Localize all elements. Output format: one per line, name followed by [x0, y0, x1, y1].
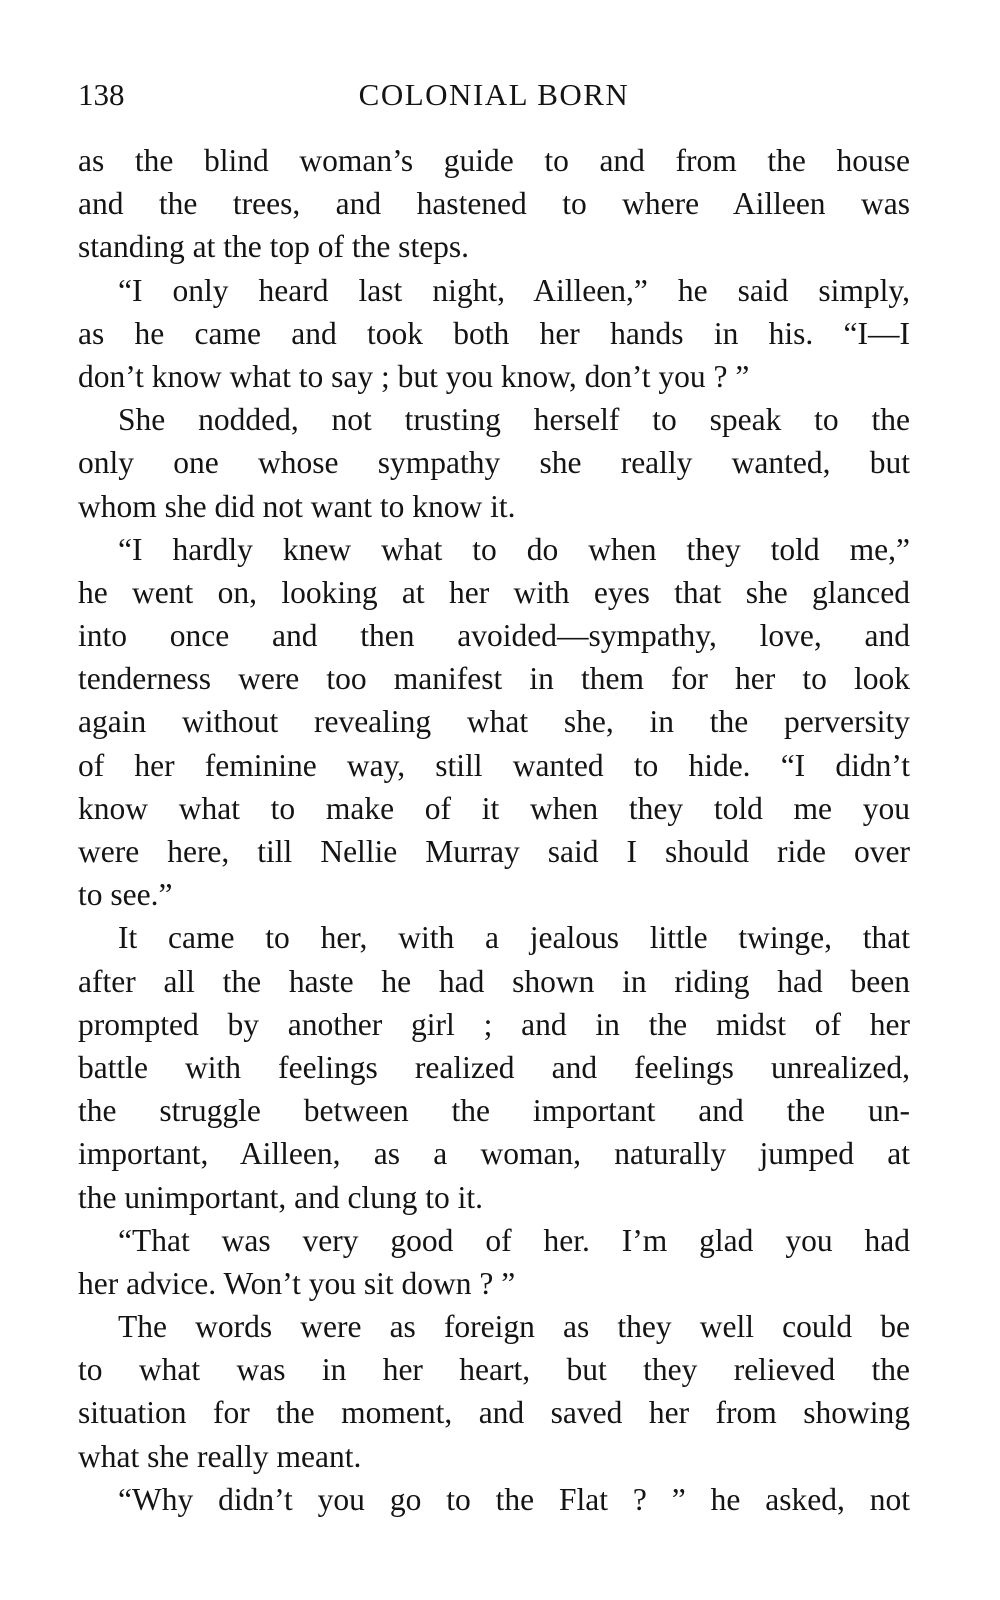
paragraph	[78, 139, 910, 269]
text-line: again without revealing what she, in the perversity	[78, 704, 910, 740]
text-line: whom she did not want to know it.	[78, 488, 516, 524]
running-head: COLONIAL BORN	[358, 77, 630, 112]
text-line: battle with feelings realized and feelings unrealized,	[78, 1049, 910, 1085]
text-line: know what to make of it when they told me you	[78, 790, 910, 826]
text-line: “I hardly knew what to do when they told me,”	[118, 531, 910, 567]
text-line: standing at the top of the steps.	[78, 229, 470, 265]
text-line: he went on, looking at her with eyes that she glanced	[78, 574, 910, 610]
text-line: were here, till Nellie Murray said I should ride over	[78, 834, 910, 869]
text-line: don’t know what to say ; but you know, don’t you ? ”	[78, 358, 750, 394]
text-line: after all the haste he had shown in riding had been	[78, 963, 910, 999]
page-number: 138	[78, 77, 125, 112]
text-line: important, Ailleen, as a woman, naturally jumped at	[78, 1136, 910, 1172]
paragraph	[78, 269, 910, 399]
text-line: as he came and took both her hands in his. “I—I	[78, 315, 910, 351]
text-line: and the trees, and hastened to where Ailleen was	[78, 186, 910, 222]
body-text	[78, 139, 910, 1521]
text-line: the struggle between the important and the un-	[78, 1093, 910, 1129]
paragraph	[78, 528, 910, 917]
text-line: situation for the moment, and saved her from showing	[78, 1395, 910, 1431]
text-line: to see.”	[78, 877, 173, 913]
paragraph	[78, 1478, 910, 1521]
text-line: “Why didn’t you go to the Flat ? ” he asked, not	[118, 1481, 910, 1517]
paragraph	[78, 1305, 910, 1478]
text-line: the unimportant, and clung to it.	[78, 1179, 484, 1215]
page-header	[78, 73, 910, 117]
text-line: what she really meant.	[78, 1438, 362, 1474]
text-line: only one whose sympathy she really wanted, but	[78, 445, 910, 481]
text-line: tenderness were too manifest in them for her to look	[78, 661, 910, 697]
text-line: “That was very good of her. I’m glad you had	[118, 1222, 910, 1258]
paragraph	[78, 916, 910, 1218]
text-line: She nodded, not trusting herself to speak to the	[118, 402, 910, 438]
text-line: It came to her, with a jealous little twinge, that	[118, 920, 910, 956]
text-line: as the blind woman’s guide to and from the house	[78, 143, 910, 178]
text-line: prompted by another girl ; and in the midst of her	[78, 1006, 910, 1042]
text-line: The words were as foreign as they well could be	[118, 1309, 910, 1345]
text-line: her advice. Won’t you sit down ? ”	[78, 1265, 516, 1301]
paragraph	[78, 1219, 910, 1305]
text-line: of her feminine way, still wanted to hide. “I didn’t	[78, 747, 910, 783]
text-line: “I only heard last night, Ailleen,” he said simply,	[118, 272, 910, 308]
text-line: into once and then avoided—sympathy, love, and	[78, 618, 910, 654]
text-line: to what was in her heart, but they relieved the	[78, 1352, 910, 1388]
paragraph	[78, 398, 910, 528]
